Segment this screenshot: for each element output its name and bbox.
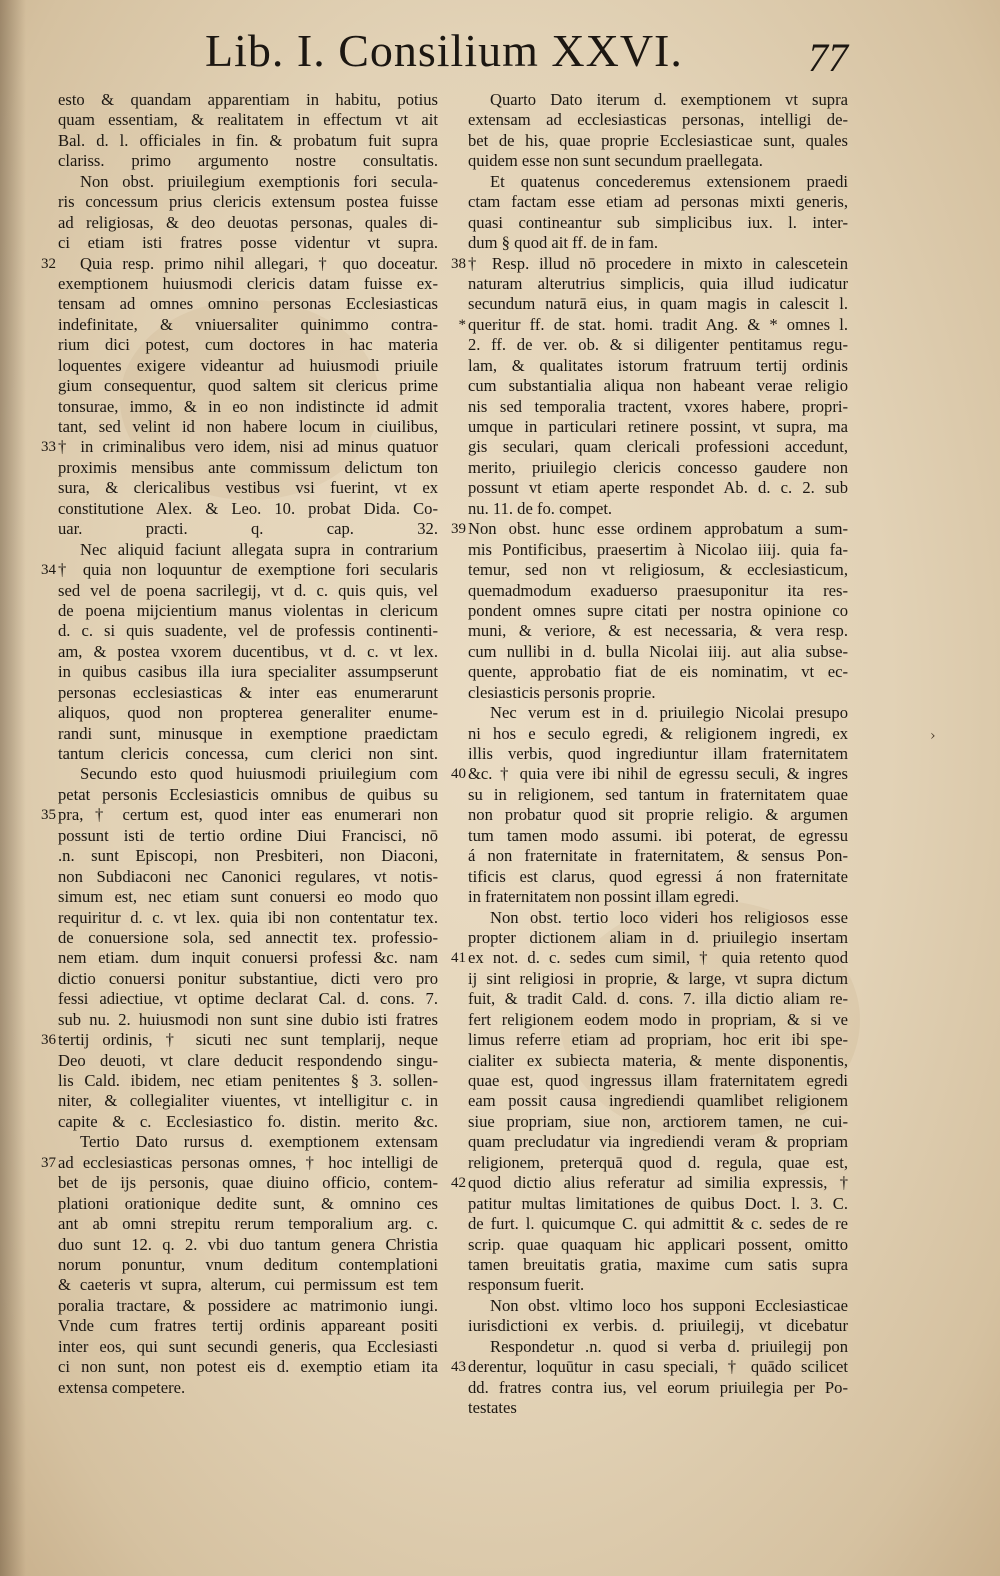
- line-text: extensa competere.: [58, 1377, 186, 1397]
- text-line: [468, 335, 848, 355]
- folio-number: 77: [808, 35, 848, 80]
- text-line: [468, 908, 848, 928]
- text-line: [468, 397, 848, 417]
- margin-number: 32: [41, 255, 56, 272]
- margin-number: 43: [451, 1359, 466, 1376]
- text-line: [58, 969, 438, 989]
- text-line: [468, 1132, 848, 1152]
- line-text: iurisdictioni ex verbis. d. priuilegij, vt dicebatur: [468, 1316, 848, 1336]
- text-line: [468, 274, 848, 294]
- margin-number: 35: [41, 807, 56, 824]
- line-text: † in criminalibus vero idem, nisi ad minus quatuor: [58, 437, 438, 457]
- text-line: [468, 233, 848, 253]
- margin-number: 41: [451, 950, 466, 967]
- text-line: [468, 744, 848, 764]
- line-text: tensam ad omnes omnino personas Ecclesiasticas: [58, 294, 438, 314]
- text-line: [468, 1337, 848, 1357]
- line-text: lam, & qualitates istorum fratruum tertij ordinis: [468, 355, 848, 375]
- running-head: Lib. I. Consilium XXVI.: [205, 25, 683, 76]
- line-text: scrip. quae quaquam hic applicari possent, omitto: [468, 1234, 848, 1254]
- line-text: ant ab omni strepitu rerum temporalium arg. c.: [58, 1214, 438, 1234]
- text-line: [58, 417, 438, 437]
- text-line: [468, 458, 848, 478]
- text-line: [468, 826, 848, 846]
- text-line: [468, 294, 848, 314]
- line-text: dictio conuersi ponitur substantiue, dicti vero pro: [58, 968, 438, 988]
- line-text: cialiter ex subiecta materia, & mente disponentis,: [468, 1050, 848, 1070]
- line-text: naturam alterutrius simplicis, quia illud iudicatur: [468, 273, 848, 293]
- line-text: in quibus casibus illa iura specialiter assumpserunt: [58, 662, 438, 682]
- line-text: † quia non loquuntur de exemptione fori secularis: [58, 560, 438, 580]
- line-text: Respondetur .n. quod si verba d. priuilegij pon: [490, 1336, 848, 1356]
- text-line: [468, 785, 848, 805]
- text-line: [58, 131, 438, 151]
- text-line: [468, 805, 848, 825]
- line-text: quente, approbatio fiat de eis nominatim, vt ec-: [468, 662, 848, 682]
- line-text: temur, sed non vt religiosum, & ecclesiasticum,: [468, 560, 848, 580]
- line-text: possunt isti de tertio ordine Diui Francisci, nō: [58, 825, 438, 845]
- text-line: [41, 1030, 438, 1050]
- line-text: de conuersione sola, sed annectit tex. professio-: [58, 927, 438, 947]
- line-text: fessi adiectiue, vt optime declarat Cal. d. cons. 7.: [58, 989, 438, 1009]
- text-line: [58, 764, 438, 784]
- line-text: patitur multas limitationes de quibus Doct. l. 3. C.: [468, 1193, 848, 1213]
- line-text: ex not. d. c. sedes cum simil, † quia retento quod: [468, 948, 848, 968]
- line-text: Non obst. priuilegium exemptionis fori secula-: [80, 171, 438, 191]
- text-line: [468, 172, 848, 192]
- text-line: [468, 540, 848, 560]
- line-text: tum tamen modo assumi. ibi poterat, de egressu: [468, 825, 848, 845]
- line-text: queritur ff. de stat. homi. tradit Ang. & * omnes l.: [468, 314, 848, 334]
- text-line: [58, 1132, 438, 1152]
- text-line: [58, 1194, 438, 1214]
- line-text: tamen breuitatis gratia, maxime cum satis supra: [468, 1254, 848, 1274]
- line-text: cum substantialia aliqua non habeant verae religio: [468, 376, 848, 396]
- text-line: [468, 356, 848, 376]
- line-text: quidem esse non sunt secundum praellegata.: [468, 151, 763, 171]
- text-line: [468, 621, 848, 641]
- line-text: am, & postea vxorem ducentibus, vt d. c. vt lex.: [58, 641, 438, 661]
- text-line: [58, 826, 438, 846]
- text-line: [468, 724, 848, 744]
- line-text: tonsurae, immo, & in eo non indistincte id admit: [58, 396, 438, 416]
- line-text: tant, sed velint id non habere locum in ciuilibus,: [58, 417, 438, 436]
- line-text: proximis mensibus ante commissum delictum ton: [58, 457, 438, 477]
- text-line: [58, 948, 438, 968]
- line-text: de poena mijcientium manus violentas in clericum: [58, 600, 438, 620]
- text-line: [58, 703, 438, 723]
- text-line: [468, 1030, 848, 1050]
- page-gutter-shadow: [0, 0, 26, 1576]
- text-line: [468, 601, 848, 621]
- text-line: [58, 458, 438, 478]
- text-line: [468, 213, 848, 233]
- text-line: [468, 417, 848, 437]
- text-line: [58, 233, 438, 253]
- line-text: tantum clericis concessa, cum clerici non sint.: [58, 744, 438, 763]
- margin-number: *: [458, 316, 466, 333]
- line-text: esto & quandam apparentiam in habitu, potius: [58, 90, 438, 109]
- text-line: [468, 1112, 848, 1132]
- line-text: su in religionem, sed tantum in fraternitatem quae: [468, 784, 848, 804]
- text-line: [58, 744, 438, 764]
- line-text: capite & c. Ecclesiastico fo. distin. merito &c.: [58, 1111, 438, 1131]
- line-text: illis verbis, quod ingrediuntur illam fraternitatem: [468, 744, 848, 763]
- line-text: nis sed temporalia tractent, vxores habere, propri-: [468, 396, 848, 416]
- line-text: lis Cald. ibidem, nec etiam penitentes § 3. sollen-: [58, 1071, 438, 1090]
- text-line: [58, 519, 438, 539]
- line-text: .n. sunt Episcopi, non Presbiteri, non Diaconi,: [58, 846, 438, 866]
- text-line: [58, 335, 438, 355]
- line-text: non probatur quod sit proprie religio. & argumen: [468, 805, 848, 825]
- line-text: mis Pontificibus, praesertim à Nicolao iiij. quia fa-: [468, 539, 848, 559]
- text-line: [58, 642, 438, 662]
- line-text: uar. practi. q. cap. 32.: [58, 519, 438, 539]
- line-text: plationi orationique dedite sunt, & omnino ces: [58, 1193, 438, 1213]
- text-line: [451, 253, 848, 274]
- text-line: [58, 274, 438, 294]
- text-line: [58, 90, 438, 110]
- text-line: [58, 151, 438, 171]
- line-text: aliquos, quod non propterea generaliter enume-: [58, 703, 438, 723]
- text-line: [58, 867, 438, 887]
- line-text: in fraternitatem non possint illam egredi.: [468, 887, 739, 907]
- text-line: [468, 969, 848, 989]
- line-text: petat personis Ecclesiasticis omnibus de quibus su: [58, 784, 438, 804]
- text-line: [41, 1152, 438, 1173]
- line-text: requiritur d. c. vt lex. quia ibi non contentatur tex.: [58, 907, 438, 927]
- line-text: umque in particulari retinere possint, vt supra, ma: [468, 417, 848, 436]
- text-line: [468, 1378, 848, 1398]
- line-text: secundum naturā eius, in quam magis in calescit l.: [468, 294, 848, 314]
- line-text: testates: [468, 1398, 517, 1417]
- text-line: [58, 356, 438, 376]
- line-text: nu. 11. de fo. compet.: [468, 498, 613, 518]
- text-line: [58, 785, 438, 805]
- edge-mark: ›: [930, 728, 936, 744]
- line-text: Et quatenus concederemus extensionem praedi: [490, 171, 848, 191]
- text-line: [468, 1194, 848, 1214]
- line-text: limus referre etiam ad propriam, hoc erit ibi spe-: [468, 1030, 848, 1050]
- line-text: dd. fratres contra ius, vel eorum priuilegia per Po-: [468, 1377, 848, 1397]
- text-line: [468, 928, 848, 948]
- text-line: [58, 601, 438, 621]
- text-line: [468, 989, 848, 1009]
- line-text: 2. ff. de ver. ob. & si diligenter pentitamus regu-: [468, 335, 848, 355]
- text-line: [58, 846, 438, 866]
- line-text: Deo deuoti, vt clare deducit respondendo singu-: [58, 1050, 438, 1070]
- text-line: [468, 1398, 848, 1418]
- text-line: [58, 192, 438, 212]
- margin-number: 36: [41, 1032, 56, 1049]
- line-text: ctam factam esse etiam ad personas mixti generis,: [468, 192, 848, 212]
- text-line: [58, 397, 438, 417]
- text-line: [58, 1296, 438, 1316]
- line-text: personas ecclesiasticas & inter eas enumerarunt: [58, 682, 438, 702]
- text-line: [451, 764, 848, 784]
- text-line: [58, 989, 438, 1009]
- text-line: [58, 1316, 438, 1336]
- line-text: derentur, loquūtur in casu speciali, † quādo scilicet: [468, 1357, 848, 1377]
- line-text: Quia resp. primo nihil allegari, † quo doceatur.: [80, 253, 438, 273]
- line-text: de furt. l. quicumque C. qui admittit & c. sedes de re: [468, 1214, 848, 1234]
- text-line: [468, 703, 848, 723]
- line-text: Nec verum est in d. priuilegio Nicolai presupo: [490, 703, 848, 723]
- line-text: cum nullibi in d. bulla Nicolai iiij. aut alia subse-: [468, 641, 848, 661]
- text-line: [58, 172, 438, 192]
- text-line: [58, 1275, 438, 1295]
- text-line: [468, 192, 848, 212]
- text-line: [58, 1337, 438, 1357]
- text-line: [468, 1296, 848, 1316]
- text-line: [451, 948, 848, 968]
- text-line: [58, 724, 438, 744]
- line-text: exemptionem huiusmodi clericis datam fuisse ex-: [58, 273, 438, 293]
- text-line: [468, 499, 848, 519]
- line-text: ad religiosas, & deo deuotas personas, quales di-: [58, 212, 438, 232]
- line-text: simum est, nec etiam sunt conuersi eo modo quo: [58, 887, 438, 907]
- text-line: [58, 1173, 438, 1193]
- line-text: Tertio Dato rursus d. exemptionem extensam: [80, 1132, 438, 1152]
- line-text: d. c. si quis suadente, vel de professis continenti-: [58, 621, 438, 641]
- text-line: [468, 683, 848, 703]
- text-line: [58, 1235, 438, 1255]
- text-line: [468, 1275, 848, 1295]
- text-line: [58, 1091, 438, 1111]
- text-line: [58, 662, 438, 682]
- text-line: [468, 478, 848, 498]
- line-text: merito, priuilegio clericis concesso gaudere non: [468, 457, 848, 477]
- line-text: rium dici potest, cum doctores in hac materia: [58, 335, 438, 355]
- line-text: indefinitate, & vniuersaliter quinimmo contra-: [58, 314, 438, 334]
- line-text: ad ecclesiasticas personas omnes, † hoc intelligi de: [58, 1152, 438, 1172]
- line-text: extensam ad ecclesiasticas personas, intelligi de-: [468, 110, 848, 130]
- line-text: religionem, preterquā quod d. regula, quae est,: [468, 1152, 848, 1172]
- line-text: bet de his, quae proprie Ecclesiasticae sunt, quales: [468, 130, 848, 150]
- line-text: &c. † quia vere ibi nihil de egressu seculi, & ingres: [468, 764, 848, 784]
- line-text: fert religionem eodem modo in propriam, & si ve: [468, 1009, 848, 1029]
- margin-number: 39: [451, 521, 466, 538]
- line-text: inter eos, qui sunt secundi generis, qua Ecclesiasti: [58, 1336, 438, 1356]
- line-text: nem etiam. dum inquit conuersi professi &c. nam: [58, 948, 438, 968]
- right-text-column: [451, 90, 848, 1418]
- text-line: [58, 887, 438, 907]
- text-line: [468, 1010, 848, 1030]
- text-line: [451, 1357, 848, 1377]
- margin-number: 38: [451, 255, 466, 272]
- line-text: ij sint religiosi in proprie, & large, vt supra dictum: [468, 968, 848, 988]
- text-line: [458, 314, 848, 335]
- text-line: [468, 1235, 848, 1255]
- line-text: Non obst. tertio loco videri hos religiosos esse: [490, 907, 848, 927]
- margin-number: 40: [451, 766, 466, 783]
- line-text: quasi contineantur sub simplicibus iux. l. inter-: [468, 212, 848, 232]
- margin-number: 37: [41, 1154, 56, 1171]
- text-line: [468, 151, 848, 171]
- margin-number: 33: [41, 439, 56, 456]
- text-line: [41, 253, 438, 274]
- line-text: loquentes exigere videantur ad huiusmodi priuile: [58, 355, 438, 375]
- text-line: [58, 621, 438, 641]
- line-text: † Resp. illud nō procedere in mixto in calescetein: [468, 253, 848, 273]
- text-line: [468, 131, 848, 151]
- line-text: niter, & collegialiter viuentes, vt intelligitur c. in: [58, 1091, 438, 1111]
- line-text: responsum fuerit.: [468, 1275, 585, 1295]
- text-line: [468, 110, 848, 130]
- text-line: [58, 315, 438, 335]
- text-line: [58, 1071, 438, 1091]
- text-line: [58, 581, 438, 601]
- text-line: [468, 90, 848, 110]
- text-line: [41, 805, 438, 825]
- line-text: ni hos e seculo egredi, & religionem ingredi, ex: [468, 723, 848, 743]
- text-line: [451, 1173, 848, 1193]
- text-line: [468, 376, 848, 396]
- text-line: [468, 642, 848, 662]
- margin-number: 34: [41, 562, 56, 579]
- line-text: gis seculari, quam clericali professioni accedunt,: [468, 437, 848, 457]
- text-line: [468, 1091, 848, 1111]
- line-text: dum § quod ait ff. de in fam.: [468, 233, 659, 253]
- text-line: [58, 1010, 438, 1030]
- text-line: [41, 437, 438, 457]
- text-line: [58, 110, 438, 130]
- text-line: [58, 1112, 438, 1132]
- line-text: tificis est clarus, quod egressi á non fraternitate: [468, 866, 848, 886]
- line-text: siue propriam, siue non, arctiorem tamen, ne cui-: [468, 1111, 848, 1131]
- text-line: [58, 376, 438, 396]
- line-text: tertij ordinis, † sicuti nec sunt templarij, neque: [58, 1030, 438, 1050]
- line-text: Non obst. hunc esse ordinem approbatum a sum-: [468, 519, 848, 539]
- line-text: pondent omnes supre citati per nostra opinione co: [468, 600, 848, 620]
- line-text: sura, & clericalibus vestibus vsi fuerint, vt ex: [58, 478, 438, 498]
- text-line: [58, 478, 438, 498]
- text-line: [468, 1316, 848, 1336]
- text-line: [468, 1214, 848, 1234]
- line-text: clesiasticis personis proprie.: [468, 682, 656, 702]
- line-text: quemadmodum exaduerso praesuponitur ita res-: [468, 580, 848, 600]
- text-line: [58, 928, 438, 948]
- line-text: quam essentiam, & realitatem in effectum vt ait: [58, 110, 438, 130]
- text-line: [58, 213, 438, 233]
- text-line: [468, 1153, 848, 1173]
- line-text: ris concessum prius clericis extensum postea fuisse: [58, 192, 438, 212]
- line-text: ci etiam isti fratres posse videntur vt supra.: [58, 233, 438, 253]
- text-line: [58, 540, 438, 560]
- line-text: muni, & veriore, & est necessaria, & vera resp.: [468, 621, 848, 641]
- text-line: [58, 499, 438, 519]
- line-text: Quarto Dato iterum d. exemptionem vt supra: [490, 90, 848, 109]
- text-line: [58, 294, 438, 314]
- margin-number: 42: [451, 1175, 466, 1192]
- line-text: Nec aliquid faciunt allegata supra in contrarium: [80, 539, 438, 559]
- line-text: norum ponuntur, vnum deditum contemplationi: [58, 1254, 438, 1274]
- line-text: constitutione Alex. & Leo. 10. probat Dida. Co-: [58, 498, 438, 518]
- line-text: clariss. primo argumento nostre consultatis.: [58, 151, 438, 171]
- line-text: Vnde cum fratres tertij ordinis appareant positi: [58, 1316, 438, 1336]
- text-line: [468, 437, 848, 457]
- line-text: duo sunt 12. q. 2. vbi duo tantum genera Christia: [58, 1234, 438, 1254]
- line-text: sub nu. 2. huiusmodi non sunt sine dubio isti fratres: [58, 1009, 438, 1029]
- text-line: [58, 683, 438, 703]
- line-text: fuit, & tradit Cald. d. cons. 7. illa dictio aliam re-: [468, 989, 848, 1009]
- text-line: [468, 846, 848, 866]
- line-text: Secundo esto quod huiusmodi priuilegium com: [80, 764, 438, 784]
- text-line: [58, 1378, 438, 1398]
- line-text: Non obst. vltimo loco hos supponi Ecclesiasticae: [490, 1295, 848, 1315]
- line-text: gium consequentur, quod saltem sit clericus prime: [58, 376, 438, 396]
- line-text: poralia tractare, & possidere ac matrimonio iungi.: [58, 1295, 438, 1315]
- text-line: [58, 1051, 438, 1071]
- line-text: á non fraternitate in fraternitatem, & sensus Pon-: [468, 846, 848, 866]
- text-line: [468, 887, 848, 907]
- text-line: [58, 908, 438, 928]
- text-line: [468, 1051, 848, 1071]
- line-text: quod dictio alius referatur ad similia expressis, †: [468, 1173, 848, 1193]
- text-line: [468, 1255, 848, 1275]
- line-text: quam precludatur via ingrediendi veram & propriam: [468, 1132, 848, 1152]
- text-line: [468, 662, 848, 682]
- text-line: [58, 1255, 438, 1275]
- line-text: non Subdiaconi nec Canonici regulares, vt notis-: [58, 866, 438, 886]
- line-text: & caeteris vt supra, alterum, cui permissum est tem: [58, 1275, 438, 1295]
- text-line: [451, 519, 848, 539]
- line-text: possunt vt etiam aperte respondet Ab. d. c. 2. sub: [468, 478, 848, 498]
- line-text: sed vel de poena sacrilegij, vt d. c. quis quis, vel: [58, 580, 438, 600]
- text-line: [468, 1071, 848, 1091]
- text-line: [468, 560, 848, 580]
- line-text: ci non sunt, non potest eis d. exemptio etiam ita: [58, 1357, 438, 1377]
- text-line: [58, 1357, 438, 1377]
- line-text: Bal. d. l. officiales in fin. & probatum fuit supra: [58, 130, 438, 150]
- line-text: eam possit causa ingrediendi quamlibet religionem: [468, 1091, 848, 1111]
- left-text-column: [41, 90, 438, 1398]
- line-text: quae est, quod ingressus illam fraternitatem egredi: [468, 1071, 848, 1090]
- line-text: pra, † certum est, quod inter eas enumerari non: [58, 805, 438, 825]
- line-text: randi sunt, minusque in exemptione praedictam: [58, 723, 438, 743]
- page-header: [0, 12, 1000, 82]
- text-line: [58, 1214, 438, 1234]
- line-text: propter dictionem aliam in d. priuilegio insertam: [468, 927, 848, 947]
- text-line: [468, 581, 848, 601]
- text-line: [468, 867, 848, 887]
- line-text: bet de ijs personis, quae diuino officio, contem-: [58, 1173, 438, 1193]
- text-line: [41, 560, 438, 580]
